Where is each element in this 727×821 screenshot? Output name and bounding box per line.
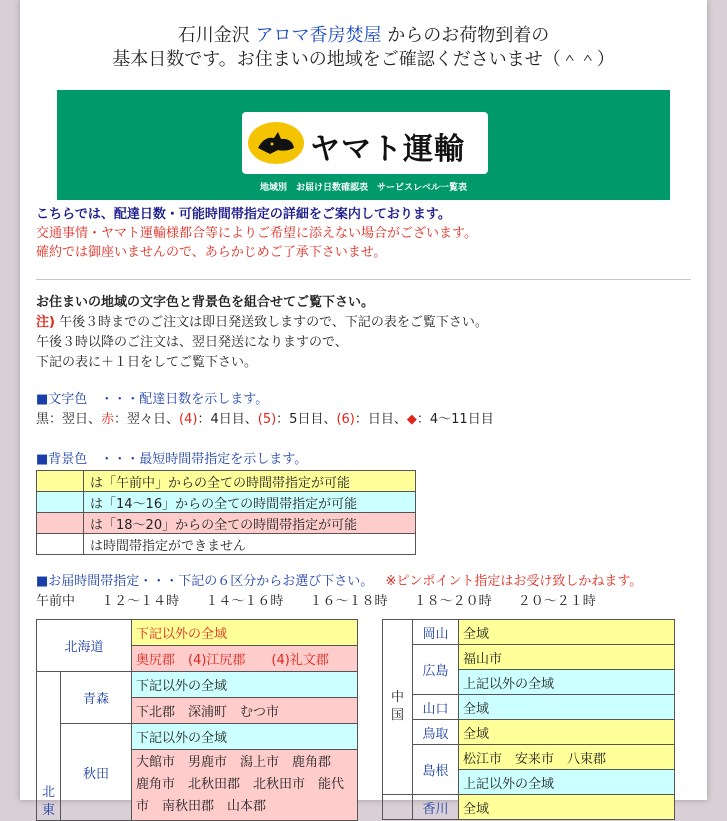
- legend-d4-desc: ：4日目、: [197, 412, 258, 427]
- black-cat-icon: [248, 122, 304, 164]
- bg-legend-text: は「午前中」からの全ての時間帯指定が可能: [84, 471, 416, 492]
- table-row: [383, 720, 675, 745]
- pref-hokkaido: 北海道: [37, 620, 132, 672]
- title-suffix: からのお荷物到着の: [387, 25, 550, 46]
- area-line: 大館市 男鹿市 潟上市 鹿角郡: [136, 755, 332, 770]
- legend-d6-desc: ：日目、: [354, 412, 407, 427]
- bg-legend-text: は「18～20」からの全ての時間帯指定が可能: [84, 513, 416, 534]
- bg-legend-row: [37, 492, 416, 513]
- note-label: 注): [36, 315, 55, 330]
- legend-d6: (6): [336, 412, 355, 427]
- text-color-heading: ■文字色 ・・・配達日数を示します。: [36, 392, 269, 407]
- region-shikoku: [383, 795, 413, 820]
- time-slot-section: [36, 572, 706, 612]
- delivery-table-right: [382, 619, 675, 820]
- logo-text: ヤマト運輸: [310, 132, 465, 167]
- area-cell: 上記以外の全域: [459, 770, 675, 795]
- bg-legend-row: [37, 534, 416, 555]
- area-cell: 下記以外の全域: [132, 620, 358, 646]
- region-tohoku: 北東: [37, 672, 61, 821]
- legend-black: 黒：翌日、: [36, 412, 102, 427]
- legend-d4: (4): [179, 412, 198, 427]
- area-cell: 奥尻郡 (4)江尻郡 (4)礼文郡: [132, 646, 358, 672]
- table-row: [37, 620, 358, 646]
- table-row: [37, 724, 358, 750]
- bg-color-legend-table: [36, 470, 416, 555]
- region-chugoku: 中国: [383, 620, 413, 795]
- table-row: [383, 795, 675, 820]
- table-row: [383, 620, 675, 645]
- banner-subtitle: 地域別 お届け日数確認表 サービスレベル一覧表: [259, 183, 467, 193]
- pref-aomori: 青森: [61, 672, 132, 724]
- pref-tottori: 鳥取: [413, 720, 459, 745]
- note-text: 午後３時までのご注文は即日発送致しますので、下記の表をご覧下さい。: [59, 315, 488, 330]
- time-slot: １８～２０時: [413, 594, 492, 609]
- diamond-icon: ◆: [406, 412, 417, 427]
- time-slot: １２～１４時: [101, 594, 180, 609]
- area-cell: 全域: [459, 620, 675, 645]
- area-cell: 全域: [459, 720, 675, 745]
- page-title: [20, 24, 707, 72]
- area-cell: 上記以外の全域: [459, 670, 675, 695]
- intro-warning-1: 交通事情・ヤマト運輸様都合等によりご希望に添えない場合がございます。: [36, 226, 477, 241]
- time-slot-heading-line: [36, 572, 706, 592]
- bg-legend-row: [37, 471, 416, 492]
- bg-legend-text: は「14～16」からの全ての時間帯指定が可能: [84, 492, 416, 513]
- table-row: [37, 672, 358, 698]
- time-slot-warning: ※ピンポイント指定はお受け致しかねます。: [385, 574, 643, 589]
- pref-akita: 秋田: [61, 724, 132, 821]
- legend-d5-desc: ：5日目、: [276, 412, 337, 427]
- time-slot: ２０～２１時: [517, 594, 596, 609]
- area-line: 市 南秋田郡 山本郡: [136, 799, 267, 814]
- area-cell: 松江市 安来市 八束郡: [459, 745, 675, 770]
- area-line: 鹿角市 北秋田郡 北秋田市 能代: [136, 777, 345, 792]
- swatch-yellow: [37, 471, 84, 492]
- table-row: [383, 745, 675, 770]
- yamato-banner: [57, 90, 670, 200]
- area-cell: 全域: [459, 795, 675, 820]
- time-slot-heading: ■お届時間帯指定・・・下記の６区分からお選び下さい。: [36, 574, 374, 589]
- yamato-logo: [242, 112, 488, 174]
- bg-legend-text: は時間帯指定ができません: [84, 534, 416, 555]
- howto-bold: お住まいの地域の文字色と背景色を組合せてご覧下さい。: [36, 295, 375, 310]
- area-cell: 下北郡 深浦町 むつ市: [132, 698, 358, 724]
- pref-shimane: 島根: [413, 745, 459, 795]
- time-slot-list: [36, 592, 706, 612]
- pref-yamaguchi: 山口: [413, 695, 459, 720]
- title-line-1: [20, 24, 707, 48]
- page: [20, 0, 707, 818]
- title-place: 石川金沢: [177, 25, 250, 46]
- swatch-pink: [37, 513, 84, 534]
- text-color-section: [36, 390, 696, 470]
- area-cell: 下記以外の全域: [132, 724, 358, 750]
- howto-section: [36, 293, 696, 373]
- intro-section: [36, 205, 696, 262]
- pref-kagawa: 香川: [413, 795, 459, 820]
- area-cell: [132, 750, 358, 821]
- howto-line-3: 下記の表に＋１日をしてご覧下さい。: [36, 355, 258, 370]
- text-color-legend: [36, 410, 696, 430]
- legend-red: 赤: [101, 412, 115, 427]
- pref-okayama: 岡山: [413, 620, 459, 645]
- time-slot: １６～１８時: [309, 594, 388, 609]
- legend-d5: (5): [257, 412, 277, 427]
- area-cell: 下記以外の全域: [132, 672, 358, 698]
- intro-bold: こちらでは、配達日数・可能時間帯指定の詳細をご案内しております。: [36, 207, 451, 222]
- table-row: [383, 645, 675, 670]
- time-slot: 午前中: [36, 594, 76, 609]
- divider: [36, 279, 691, 280]
- intro-warning-2: 確約では御座いませんので、あらかじめご了承下さいませ。: [36, 245, 387, 260]
- swatch-cyan: [37, 492, 84, 513]
- table-row: [383, 695, 675, 720]
- title-line-2: 基本日数です。お住まいの地域をご確認くださいませ（＾＾）: [112, 49, 615, 70]
- delivery-table-left: [36, 619, 358, 821]
- area-cell: 全域: [459, 695, 675, 720]
- howto-line-2: 午後３時以降のご注文は、翌日発送になりますので、: [36, 335, 348, 350]
- area-cell: 福山市: [459, 645, 675, 670]
- time-slot: １４～１６時: [205, 594, 284, 609]
- shop-name-link[interactable]: アロマ香房焚屋: [255, 25, 382, 46]
- bg-legend-row: [37, 513, 416, 534]
- legend-red-desc: ：翌々日、: [114, 412, 180, 427]
- legend-diamond-desc: ：4～11日目: [416, 412, 494, 427]
- howto-note: [36, 313, 696, 333]
- swatch-white: [37, 534, 84, 555]
- bg-color-heading: ■背景色 ・・・最短時間帯指定を示します。: [36, 452, 308, 467]
- pref-hiroshima: 広島: [413, 645, 459, 695]
